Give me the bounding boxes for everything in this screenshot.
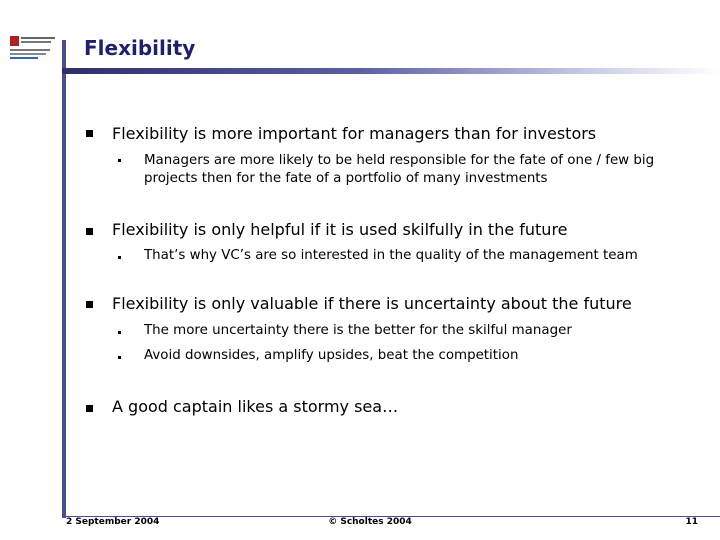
sub-bullet-text: The more uncertainty there is the better for the skilful manager xyxy=(144,323,572,338)
sub-bullet-dot-icon xyxy=(118,356,121,359)
footer-date: 2 September 2004 xyxy=(66,517,160,527)
footer-copyright: © Scholtes 2004 xyxy=(328,517,412,527)
bullet-text: Flexibility is only valuable if there is uncertainty about the future xyxy=(112,294,632,313)
bullet-square-icon xyxy=(86,228,93,235)
bullet-text: Flexibility is more important for managers than for investors xyxy=(112,124,597,143)
sub-bullet-dot-icon xyxy=(118,331,121,334)
bullet-text: A good captain likes a stormy sea… xyxy=(112,397,399,416)
sub-bullet-text: Avoid downsides, amplify upsides, beat the competition xyxy=(144,348,519,363)
bullet-text: Flexibility is only helpful if it is used skilfully in the future xyxy=(112,220,568,239)
bullet-square-icon xyxy=(86,130,93,137)
bullet-square-icon xyxy=(86,301,93,308)
sub-bullet-dot-icon xyxy=(118,256,121,259)
slide-title: Flexibility xyxy=(84,36,196,60)
sub-bullet-dot-icon xyxy=(118,159,121,162)
page-number: 11 xyxy=(685,517,698,527)
sub-bullet-text: Managers are more likely to be held responsible for the fate of one / few big projects then for the fate of a portfolio of many investments xyxy=(144,153,655,186)
bullet-square-icon xyxy=(86,405,93,412)
sub-bullet-text: That’s why VC’s are so interested in the quality of the management team xyxy=(144,248,638,263)
